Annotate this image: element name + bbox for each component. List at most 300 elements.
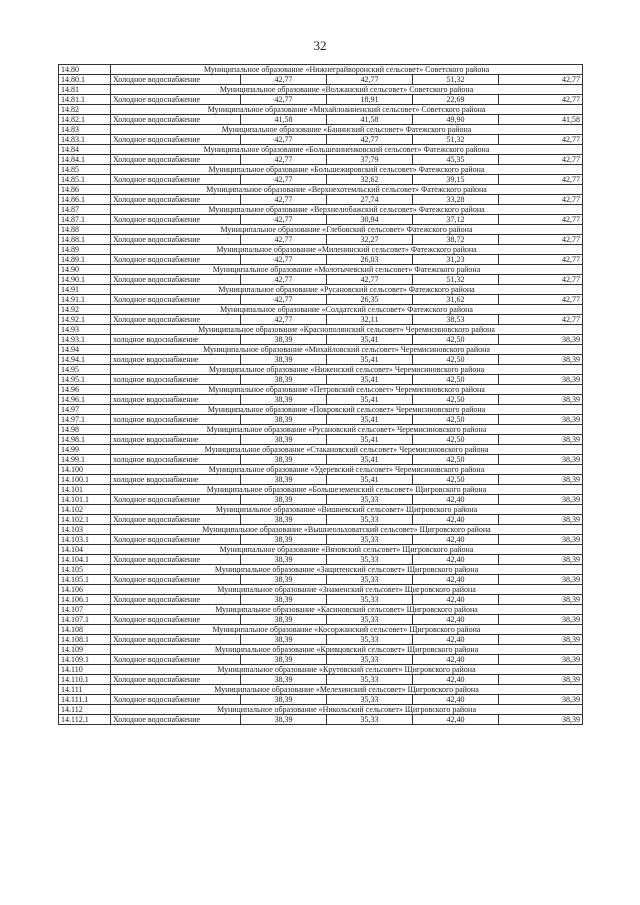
section-number: 14.84 [59, 145, 111, 155]
subsection-number: 14.85.1 [59, 175, 111, 185]
section-number: 14.96 [59, 385, 111, 395]
section-number: 14.86 [59, 185, 111, 195]
tariff-value-3: 42,40 [413, 555, 499, 565]
tariff-value-2: 35,41 [327, 475, 413, 485]
tariff-value-2: 37,79 [327, 155, 413, 165]
tariff-value-2: 41,58 [327, 115, 413, 125]
subsection-number: 14.107.1 [59, 615, 111, 625]
tariff-value-4: 42,77 [499, 75, 583, 85]
subsection-number: 14.105.1 [59, 575, 111, 585]
section-title: Муниципальное образование «Нижнеграйворонский сельсовет» Советского района [111, 65, 583, 75]
service-row [59, 115, 583, 125]
section-header-row [59, 625, 583, 635]
section-number: 14.83 [59, 125, 111, 135]
tariff-value-3: 51,32 [413, 75, 499, 85]
subsection-number: 14.97.1 [59, 415, 111, 425]
section-header-row [59, 225, 583, 235]
section-title: Муниципальное образование «Большеанненковский сельсовет» Фатежского района [111, 145, 583, 155]
tariff-value-1: 42,77 [241, 215, 327, 225]
tariff-value-4: 42,77 [499, 295, 583, 305]
subsection-number: 14.90.1 [59, 275, 111, 285]
service-row [59, 335, 583, 345]
section-header-row [59, 545, 583, 555]
tariff-value-4: 38,39 [499, 375, 583, 385]
section-number: 14.94 [59, 345, 111, 355]
section-number: 14.105 [59, 565, 111, 575]
tariff-value-4: 38,39 [499, 695, 583, 705]
section-title: Муниципальное образование «Глебовский сельсовет» Фатежского района [111, 225, 583, 235]
section-number: 14.98 [59, 425, 111, 435]
tariff-value-2: 26,35 [327, 295, 413, 305]
service-row [59, 215, 583, 225]
tariff-value-2: 35,33 [327, 515, 413, 525]
tariff-value-3: 37,12 [413, 215, 499, 225]
tariff-value-1: 41,58 [241, 115, 327, 125]
section-header-row [59, 65, 583, 75]
service-name: Холодное водоснабжение [111, 295, 241, 305]
service-row [59, 615, 583, 625]
section-number: 14.110 [59, 665, 111, 675]
subsection-number: 14.95.1 [59, 375, 111, 385]
tariff-value-4: 42,77 [499, 275, 583, 285]
tariff-value-3: 33,28 [413, 195, 499, 205]
service-row [59, 195, 583, 205]
section-number: 14.93 [59, 325, 111, 335]
tariff-value-2: 35,41 [327, 335, 413, 345]
section-number: 14.89 [59, 245, 111, 255]
service-row [59, 455, 583, 465]
service-row [59, 555, 583, 565]
section-title: Муниципальное образование «Покровский сельсовет» Черемисиновского района [111, 405, 583, 415]
subsection-number: 14.111.1 [59, 695, 111, 705]
section-number: 14.92 [59, 305, 111, 315]
tariff-value-3: 31,62 [413, 295, 499, 305]
section-header-row [59, 685, 583, 695]
section-number: 14.95 [59, 365, 111, 375]
section-header-row [59, 285, 583, 295]
tariff-value-2: 35,33 [327, 575, 413, 585]
service-row [59, 315, 583, 325]
tariff-value-3: 42,40 [413, 575, 499, 585]
service-name: Холодное водоснабжение [111, 255, 241, 265]
tariff-value-1: 38,39 [241, 675, 327, 685]
tariff-value-3: 22,69 [413, 95, 499, 105]
service-name: холодное водоснабжение [111, 355, 241, 365]
tariff-value-1: 42,77 [241, 195, 327, 205]
subsection-number: 14.98.1 [59, 435, 111, 445]
tariff-value-2: 35,41 [327, 355, 413, 365]
tariff-value-1: 38,39 [241, 555, 327, 565]
tariff-table [58, 64, 583, 725]
tariff-value-4: 42,77 [499, 155, 583, 165]
section-number: 14.111 [59, 685, 111, 695]
tariff-value-4: 38,39 [499, 675, 583, 685]
section-title: Муниципальное образование «Русановский сельсовет» Черемисиновского района [111, 425, 583, 435]
subsection-number: 14.108.1 [59, 635, 111, 645]
tariff-value-4: 42,77 [499, 175, 583, 185]
section-title: Муниципальное образование «Ниженский сельсовет» Черемисиновского района [111, 365, 583, 375]
service-name: холодное водоснабжение [111, 475, 241, 485]
tariff-value-3: 42,50 [413, 455, 499, 465]
section-number: 14.112 [59, 705, 111, 715]
section-number: 14.87 [59, 205, 111, 215]
section-title: Муниципальное образование «Мелехинский сельсовет» Щигровского района [111, 685, 583, 695]
tariff-value-1: 38,39 [241, 335, 327, 345]
section-number: 14.107 [59, 605, 111, 615]
section-header-row [59, 565, 583, 575]
section-title: Муниципальное образование «Верхнелюбажский сельсовет» Фатежского района [111, 205, 583, 215]
section-title: Муниципальное образование «Косоржанский сельсовет» Щигровского района [111, 625, 583, 635]
tariff-value-3: 42,40 [413, 595, 499, 605]
service-name: Холодное водоснабжение [111, 235, 241, 245]
tariff-value-4: 38,39 [499, 715, 583, 725]
tariff-value-1: 38,39 [241, 495, 327, 505]
section-number: 14.97 [59, 405, 111, 415]
subsection-number: 14.100.1 [59, 475, 111, 485]
service-row [59, 575, 583, 585]
section-header-row [59, 425, 583, 435]
tariff-value-4: 42,77 [499, 255, 583, 265]
tariff-value-1: 42,77 [241, 275, 327, 285]
tariff-value-3: 51,32 [413, 275, 499, 285]
tariff-value-3: 38,53 [413, 315, 499, 325]
tariff-value-3: 31,23 [413, 255, 499, 265]
tariff-value-2: 35,41 [327, 415, 413, 425]
service-name: Холодное водоснабжение [111, 615, 241, 625]
tariff-value-2: 26,03 [327, 255, 413, 265]
section-number: 14.99 [59, 445, 111, 455]
service-name: Холодное водоснабжение [111, 535, 241, 545]
subsection-number: 14.104.1 [59, 555, 111, 565]
section-header-row [59, 305, 583, 315]
tariff-value-1: 42,77 [241, 315, 327, 325]
section-number: 14.109 [59, 645, 111, 655]
tariff-value-1: 42,77 [241, 255, 327, 265]
service-row [59, 375, 583, 385]
tariff-value-3: 42,40 [413, 495, 499, 505]
service-name: холодное водоснабжение [111, 415, 241, 425]
service-row [59, 395, 583, 405]
section-title: Муниципальное образование «Стакановский сельсовет» Черемисиновского района [111, 445, 583, 455]
service-name: Холодное водоснабжение [111, 275, 241, 285]
tariff-value-2: 35,41 [327, 395, 413, 405]
tariff-value-2: 27,74 [327, 195, 413, 205]
section-title: Муниципальное образование «Михайловский сельсовет» Черемисиновского района [111, 345, 583, 355]
section-header-row [59, 385, 583, 395]
tariff-value-1: 38,39 [241, 375, 327, 385]
tariff-value-2: 35,33 [327, 595, 413, 605]
section-title: Муниципальное образование «Защитенский сельсовет» Щигровского района [111, 565, 583, 575]
section-title: Муниципальное образование «Большежировский сельсовет» Фатежского района [111, 165, 583, 175]
service-name: Холодное водоснабжение [111, 495, 241, 505]
subsection-number: 14.92.1 [59, 315, 111, 325]
tariff-value-1: 38,39 [241, 575, 327, 585]
tariff-value-1: 38,39 [241, 715, 327, 725]
tariff-value-3: 39,15 [413, 175, 499, 185]
service-row [59, 355, 583, 365]
tariff-value-4: 38,39 [499, 415, 583, 425]
tariff-value-3: 42,40 [413, 515, 499, 525]
subsection-number: 14.91.1 [59, 295, 111, 305]
tariff-value-3: 42,40 [413, 635, 499, 645]
subsection-number: 14.101.1 [59, 495, 111, 505]
tariff-value-1: 42,77 [241, 295, 327, 305]
section-header-row [59, 705, 583, 715]
service-row [59, 695, 583, 705]
section-header-row [59, 465, 583, 475]
service-row [59, 595, 583, 605]
subsection-number: 14.87.1 [59, 215, 111, 225]
subsection-number: 14.106.1 [59, 595, 111, 605]
tariff-table-body [59, 65, 583, 725]
tariff-value-1: 38,39 [241, 635, 327, 645]
section-number: 14.82 [59, 105, 111, 115]
service-name: Холодное водоснабжение [111, 555, 241, 565]
tariff-value-2: 35,33 [327, 675, 413, 685]
section-header-row [59, 505, 583, 515]
subsection-number: 14.86.1 [59, 195, 111, 205]
tariff-value-4: 41,58 [499, 115, 583, 125]
tariff-value-4: 42,77 [499, 135, 583, 145]
page-number: 32 [313, 38, 327, 53]
service-name: холодное водоснабжение [111, 335, 241, 345]
section-title: Муниципальное образование «Волжанский сельсовет» Советского района [111, 85, 583, 95]
section-header-row [59, 365, 583, 375]
tariff-value-3: 42,40 [413, 535, 499, 545]
section-header-row [59, 645, 583, 655]
section-number: 14.108 [59, 625, 111, 635]
section-title: Муниципальное образование «Удеревский сельсовет» Черемисиновского района [111, 465, 583, 475]
tariff-value-2: 35,33 [327, 495, 413, 505]
service-name: Холодное водоснабжение [111, 695, 241, 705]
tariff-value-2: 35,41 [327, 455, 413, 465]
tariff-value-3: 49,90 [413, 115, 499, 125]
tariff-value-4: 38,39 [499, 435, 583, 445]
section-title: Муниципальное образование «Крутовский сельсовет» Щигровского района [111, 665, 583, 675]
section-title: Муниципальное образование «Верхнехотемльский сельсовет» Фатежского района [111, 185, 583, 195]
section-title: Муниципальное образование «Молотычевский сельсовет» Фатежского района [111, 265, 583, 275]
section-header-row [59, 345, 583, 355]
tariff-value-4: 42,77 [499, 195, 583, 205]
tariff-value-1: 38,39 [241, 655, 327, 665]
section-header-row [59, 665, 583, 675]
tariff-value-2: 42,77 [327, 275, 413, 285]
tariff-value-1: 38,39 [241, 355, 327, 365]
tariff-value-2: 35,41 [327, 435, 413, 445]
subsection-number: 14.83.1 [59, 135, 111, 145]
section-header-row [59, 145, 583, 155]
subsection-number: 14.96.1 [59, 395, 111, 405]
service-row [59, 415, 583, 425]
section-title: Муниципальное образование «Петровский сельсовет» Черемисиновского района [111, 385, 583, 395]
service-row [59, 655, 583, 665]
tariff-value-1: 38,39 [241, 595, 327, 605]
service-row [59, 175, 583, 185]
section-title: Муниципальное образование «Михайлоанненский сельсовет» Советского района [111, 105, 583, 115]
tariff-value-4: 38,39 [499, 615, 583, 625]
tariff-value-4: 38,39 [499, 475, 583, 485]
section-number: 14.101 [59, 485, 111, 495]
tariff-value-3: 38,72 [413, 235, 499, 245]
section-header-row [59, 245, 583, 255]
section-header-row [59, 525, 583, 535]
tariff-value-1: 42,77 [241, 235, 327, 245]
tariff-value-4: 38,39 [499, 515, 583, 525]
service-name: Холодное водоснабжение [111, 75, 241, 85]
section-header-row [59, 585, 583, 595]
tariff-value-3: 42,40 [413, 715, 499, 725]
section-header-row [59, 485, 583, 495]
service-row [59, 535, 583, 545]
section-number: 14.103 [59, 525, 111, 535]
section-number: 14.81 [59, 85, 111, 95]
section-title: Муниципальное образование «Банинский сельсовет» Фатежского района [111, 125, 583, 135]
section-title: Муниципальное образование «Краснополянский сельсовет» Черемисиновского района [111, 325, 583, 335]
tariff-value-2: 35,41 [327, 375, 413, 385]
section-header-row [59, 405, 583, 415]
section-header-row [59, 265, 583, 275]
tariff-value-4: 42,77 [499, 215, 583, 225]
tariff-value-1: 42,77 [241, 75, 327, 85]
section-header-row [59, 445, 583, 455]
tariff-value-4: 42,77 [499, 315, 583, 325]
service-row [59, 135, 583, 145]
tariff-value-3: 42,50 [413, 435, 499, 445]
service-name: холодное водоснабжение [111, 455, 241, 465]
subsection-number: 14.80.1 [59, 75, 111, 85]
tariff-value-3: 51,32 [413, 135, 499, 145]
tariff-value-1: 38,39 [241, 615, 327, 625]
section-number: 14.88 [59, 225, 111, 235]
service-row [59, 435, 583, 445]
service-name: Холодное водоснабжение [111, 635, 241, 645]
service-name: Холодное водоснабжение [111, 715, 241, 725]
tariff-value-1: 38,39 [241, 415, 327, 425]
section-number: 14.90 [59, 265, 111, 275]
tariff-value-4: 38,39 [499, 555, 583, 565]
section-number: 14.102 [59, 505, 111, 515]
subsection-number: 14.110.1 [59, 675, 111, 685]
tariff-value-3: 42,40 [413, 695, 499, 705]
tariff-value-1: 42,77 [241, 135, 327, 145]
service-name: Холодное водоснабжение [111, 135, 241, 145]
subsection-number: 14.89.1 [59, 255, 111, 265]
tariff-value-2: 18,91 [327, 95, 413, 105]
subsection-number: 14.84.1 [59, 155, 111, 165]
tariff-value-1: 38,39 [241, 395, 327, 405]
tariff-value-2: 35,33 [327, 555, 413, 565]
section-header-row [59, 165, 583, 175]
section-title: Муниципальное образование «Касиновский сельсовет» Щигровского района [111, 605, 583, 615]
service-row [59, 675, 583, 685]
section-title: Муниципальное образование «Вишневский сельсовет» Щигровского района [111, 505, 583, 515]
tariff-value-4: 38,39 [499, 535, 583, 545]
tariff-value-4: 38,39 [499, 575, 583, 585]
service-row [59, 275, 583, 285]
service-name: Холодное водоснабжение [111, 215, 241, 225]
service-row [59, 235, 583, 245]
tariff-value-2: 35,33 [327, 655, 413, 665]
tariff-value-4: 42,77 [499, 95, 583, 105]
section-title: Муниципальное образование «Русановский сельсовет» Фатежского района [111, 285, 583, 295]
section-header-row [59, 325, 583, 335]
tariff-value-3: 42,50 [413, 355, 499, 365]
section-number: 14.100 [59, 465, 111, 475]
tariff-value-4: 38,39 [499, 635, 583, 645]
section-number: 14.104 [59, 545, 111, 555]
tariff-value-2: 32,11 [327, 315, 413, 325]
service-row [59, 75, 583, 85]
service-name: Холодное водоснабжение [111, 115, 241, 125]
subsection-number: 14.81.1 [59, 95, 111, 105]
section-header-row [59, 605, 583, 615]
service-row [59, 715, 583, 725]
subsection-number: 14.112.1 [59, 715, 111, 725]
section-title: Муниципальное образование «Миленинский сельсовет» Фатежского района [111, 245, 583, 255]
tariff-value-4: 38,39 [499, 495, 583, 505]
tariff-value-1: 38,39 [241, 435, 327, 445]
tariff-value-3: 42,50 [413, 335, 499, 345]
section-title: Муниципальное образование «Никольский сельсовет» Щигровского района [111, 705, 583, 715]
tariff-value-3: 42,40 [413, 615, 499, 625]
tariff-value-2: 35,33 [327, 535, 413, 545]
subsection-number: 14.109.1 [59, 655, 111, 665]
tariff-value-2: 42,77 [327, 135, 413, 145]
service-name: Холодное водоснабжение [111, 655, 241, 665]
section-number: 14.91 [59, 285, 111, 295]
service-name: Холодное водоснабжение [111, 315, 241, 325]
tariff-value-3: 42,40 [413, 655, 499, 665]
tariff-value-1: 42,77 [241, 155, 327, 165]
section-title: Муниципальное образование «Вязовский сельсовет» Щигровского района [111, 545, 583, 555]
tariff-value-4: 38,39 [499, 355, 583, 365]
tariff-value-1: 38,39 [241, 475, 327, 485]
service-row [59, 495, 583, 505]
tariff-value-3: 42,50 [413, 395, 499, 405]
tariff-value-1: 38,39 [241, 535, 327, 545]
service-row [59, 515, 583, 525]
tariff-value-4: 42,77 [499, 235, 583, 245]
tariff-value-3: 42,50 [413, 415, 499, 425]
section-title: Муниципальное образование «Солдатский сельсовет» Фатежского района [111, 305, 583, 315]
section-number: 14.85 [59, 165, 111, 175]
tariff-value-1: 42,77 [241, 175, 327, 185]
section-title: Муниципальное образование «Вышнеольховатский сельсовет» Щигровского района [111, 525, 583, 535]
service-row [59, 155, 583, 165]
tariff-value-3: 42,50 [413, 475, 499, 485]
service-name: холодное водоснабжение [111, 435, 241, 445]
service-name: холодное водоснабжение [111, 375, 241, 385]
tariff-value-1: 42,77 [241, 95, 327, 105]
service-row [59, 295, 583, 305]
tariff-value-2: 35,33 [327, 695, 413, 705]
tariff-value-4: 38,39 [499, 595, 583, 605]
section-number: 14.106 [59, 585, 111, 595]
tariff-value-3: 42,40 [413, 675, 499, 685]
section-header-row [59, 125, 583, 135]
section-title: Муниципальное образование «Знаменский сельсовет» Щигровского района [111, 585, 583, 595]
subsection-number: 14.99.1 [59, 455, 111, 465]
tariff-value-1: 38,39 [241, 455, 327, 465]
service-name: Холодное водоснабжение [111, 155, 241, 165]
section-title: Муниципальное образование «Кривцовский сельсовет» Щигровского района [111, 645, 583, 655]
subsection-number: 14.102.1 [59, 515, 111, 525]
tariff-value-2: 35,33 [327, 635, 413, 645]
service-name: холодное водоснабжение [111, 395, 241, 405]
subsection-number: 14.103.1 [59, 535, 111, 545]
tariff-value-1: 38,39 [241, 695, 327, 705]
service-row [59, 95, 583, 105]
